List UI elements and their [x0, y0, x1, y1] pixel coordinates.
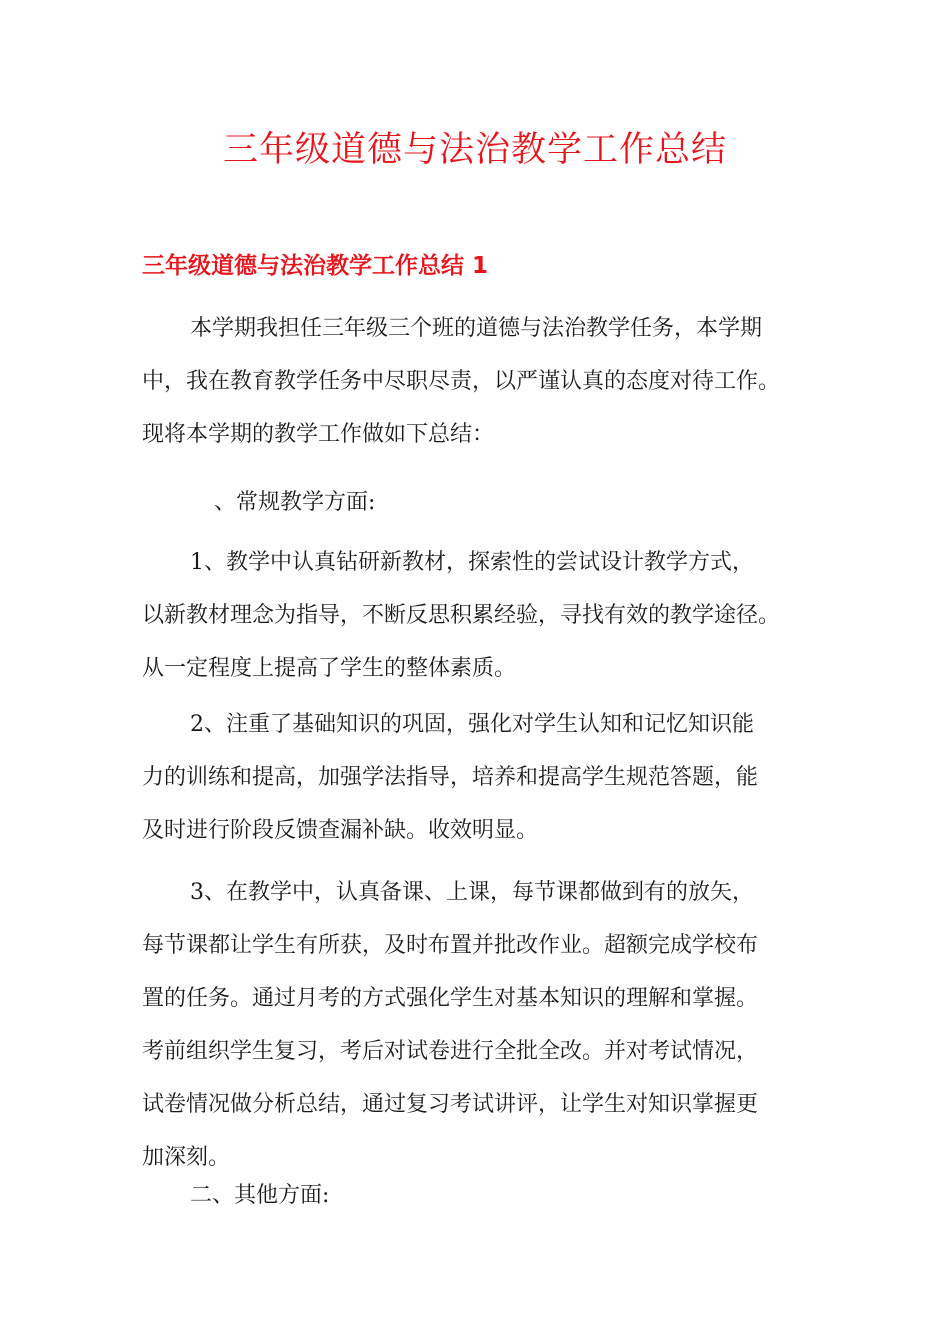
section-heading-other: 二、其他方面:: [190, 1183, 330, 1208]
intro-line: 中，我在教育教学任务中尽职尽责，以严谨认真的态度对待工作。: [142, 369, 781, 394]
item-line: 从一定程度上提高了学生的整体素质。: [142, 656, 517, 681]
item-line: 试卷情况做分析总结，通过复习考试讲评，让学生对知识掌握更: [142, 1092, 759, 1117]
section-subtitle: 三年级道德与法治教学工作总结 1: [142, 253, 489, 279]
intro-line: 本学期我担任三年级三个班的道德与法治教学任务，本学期: [190, 316, 763, 341]
item-1-paragraph: [142, 536, 842, 695]
item-line: 1、教学中认真钻研新教材，探索性的尝试设计教学方式，: [190, 550, 754, 575]
item-line: 及时进行阶段反馈查漏补缺。收效明显。: [142, 818, 539, 843]
item-line: 3、在教学中，认真备课、上课，每节课都做到有的放矢，: [190, 880, 754, 905]
item-line: 考前组织学生复习，考后对试卷进行全批全改。并对考试情况，: [142, 1039, 759, 1064]
item-line: 2、注重了基础知识的巩固，强化对学生认知和记忆知识能: [190, 712, 754, 737]
intro-paragraph: [142, 302, 842, 461]
item-line: 加深刻。: [142, 1145, 231, 1170]
item-line: 以新教材理念为指导，不断反思积累经验，寻找有效的教学途径。: [142, 603, 781, 628]
item-line: 每节课都让学生有所获，及时布置并批改作业。超额完成学校布: [142, 933, 759, 958]
document-title: 三年级道德与法治教学工作总结: [222, 130, 727, 170]
item-3-paragraph: [142, 866, 842, 1184]
item-2-paragraph: [142, 698, 842, 857]
item-line: 力的训练和提高，加强学法指导，培养和提高学生规范答题，能: [142, 765, 759, 790]
intro-line: 现将本学期的教学工作做如下总结：: [142, 422, 495, 447]
section-heading-routine: 、常规教学方面:: [214, 490, 376, 515]
item-line: 置的任务。通过月考的方式强化学生对基本知识的理解和掌握。: [142, 986, 759, 1011]
